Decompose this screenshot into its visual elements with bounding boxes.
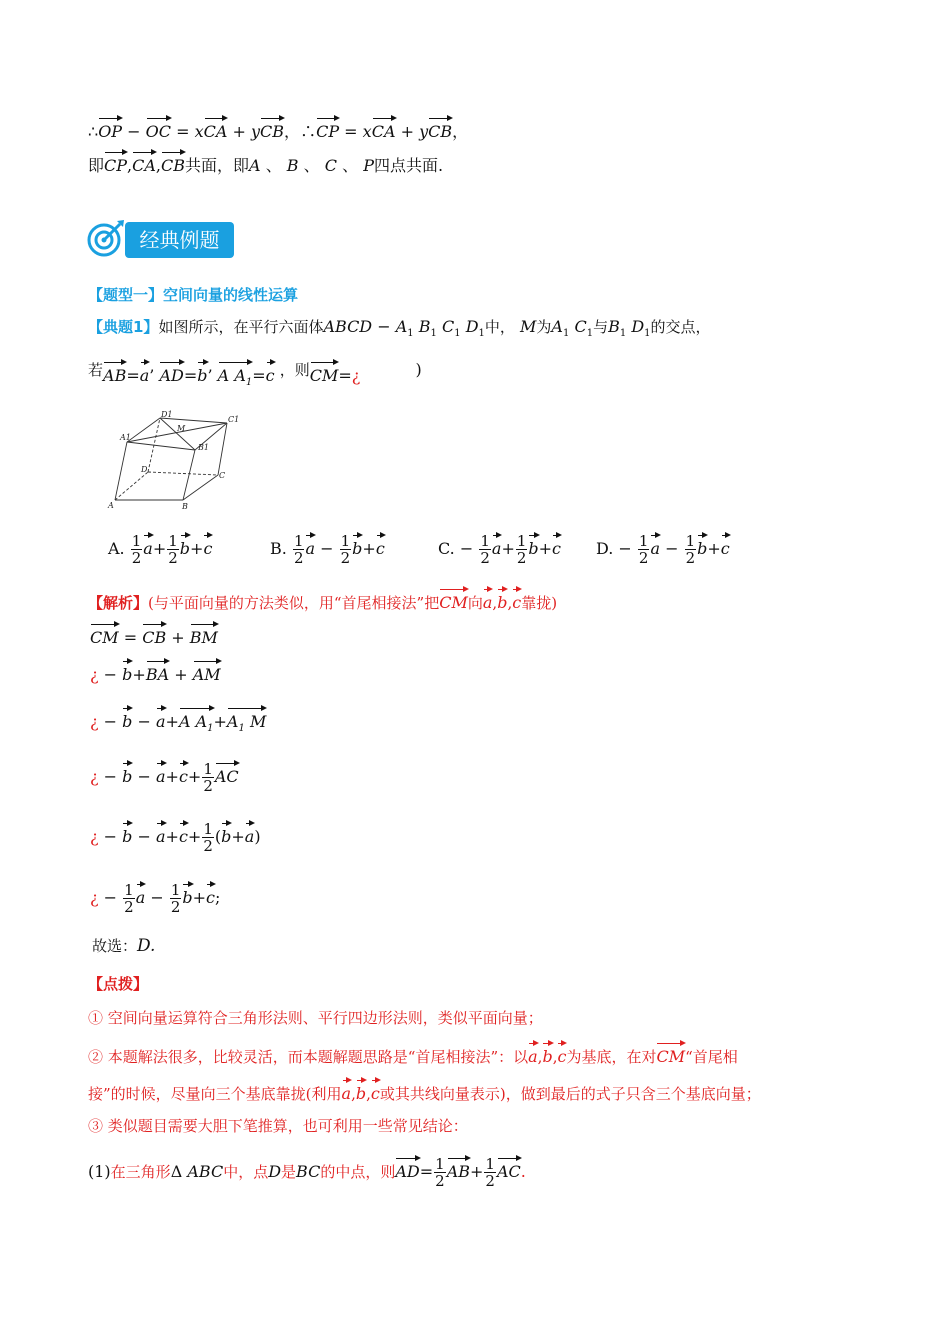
label-a1: A1 — [120, 433, 131, 442]
label-b1: B1 — [198, 443, 209, 452]
solution-step-5: ¿ − b − a+c+ $\frac{1}{2}$ (b+a) — [90, 820, 261, 855]
label-a: A — [108, 501, 114, 510]
tips-header: 【点拨】 — [88, 975, 149, 993]
label-b: B — [182, 502, 188, 511]
solution-step-2: ¿ − b+BA + AM — [90, 658, 221, 687]
option-d[interactable]: D. − $\frac{1}{2}$ a − $\frac{1}{2}$ b+c — [596, 532, 730, 567]
type-heading: 【题型一】空间向量的线性运算 — [88, 286, 299, 304]
label-m: M — [177, 424, 186, 433]
tip-2: ② 本题解法很多，比较灵活，而本题解题思路是“首尾相接法”：以a,b,c为基底，在对CM“首尾相 — [88, 1040, 738, 1069]
answer-line: 故选：D. — [92, 936, 156, 956]
tip-4: ③ 类似题目需要大胆下笔推算，也可利用一些常见结论： — [88, 1117, 468, 1135]
intro-line-2: 即CP,CA,CB共面，即A 、 B 、 C 、 P四点共面. — [88, 149, 443, 178]
section-heading: 经典例题 — [125, 222, 234, 258]
problem-line-2: 若AB=a’ AD=b’ A $A_1=c$ ，则CM=¿ ) — [88, 358, 422, 395]
solution-step-6: ¿ − $\frac{1}{2}$ a − $\frac{1}{2}$ b+c; — [90, 881, 221, 916]
parallelepiped-figure — [105, 410, 245, 515]
solution-step-1: CM = CB + BM — [90, 621, 218, 650]
solution-header: 【解析】(与平面向量的方法类似，用“首尾相接法”把CM向a,b,c靠拢) — [88, 586, 557, 615]
tip-1: ① 空间向量运算符合三角形法则、平行四边形法则，类似平面向量； — [88, 1009, 543, 1027]
option-b[interactable]: B. $\frac{1}{2}$ a − $\frac{1}{2}$ b+c — [270, 532, 385, 567]
tip-3: 接”的时候，尽量向三个基底靠拢(利用a,b,c或其共线向量表示)，做到最后的式子只含三个基底向量； — [88, 1077, 761, 1106]
target-icon — [84, 218, 126, 260]
label-d: D — [141, 465, 148, 474]
solution-step-4: ¿ − b − a+c+ $\frac{1}{2}$ AC — [90, 760, 239, 795]
tip-5: (1)在三角形Δ ABC中，点D是BC的中点，则AD= $\frac{1}{2}$ AB+ $\frac{1}{2}$ AC. — [88, 1155, 526, 1190]
option-c[interactable]: C. − $\frac{1}{2}$ a+ $\frac{1}{2}$ b+c — [438, 532, 562, 567]
solution-step-3: ¿ − b − a+A $A_1+A_1$ M — [90, 705, 266, 741]
label-c1: C1 — [228, 415, 240, 424]
option-a[interactable]: A. $\frac{1}{2}$ a+ $\frac{1}{2}$ b+c — [108, 532, 213, 567]
problem-line-1: 【典题1】如图所示，在平行六面体ABCD − $A_1$ $B_1$ $C_1$ $D_1$中， M为$A_1$ $C_1$与$B_1$ $D_1$的交点， — [88, 317, 711, 340]
intro-line-1: ∴OP − OC = xCA + yCB，∴CP = xCA + yCB， — [88, 115, 468, 144]
label-c: C — [219, 471, 226, 480]
label-d1: D1 — [161, 410, 173, 419]
